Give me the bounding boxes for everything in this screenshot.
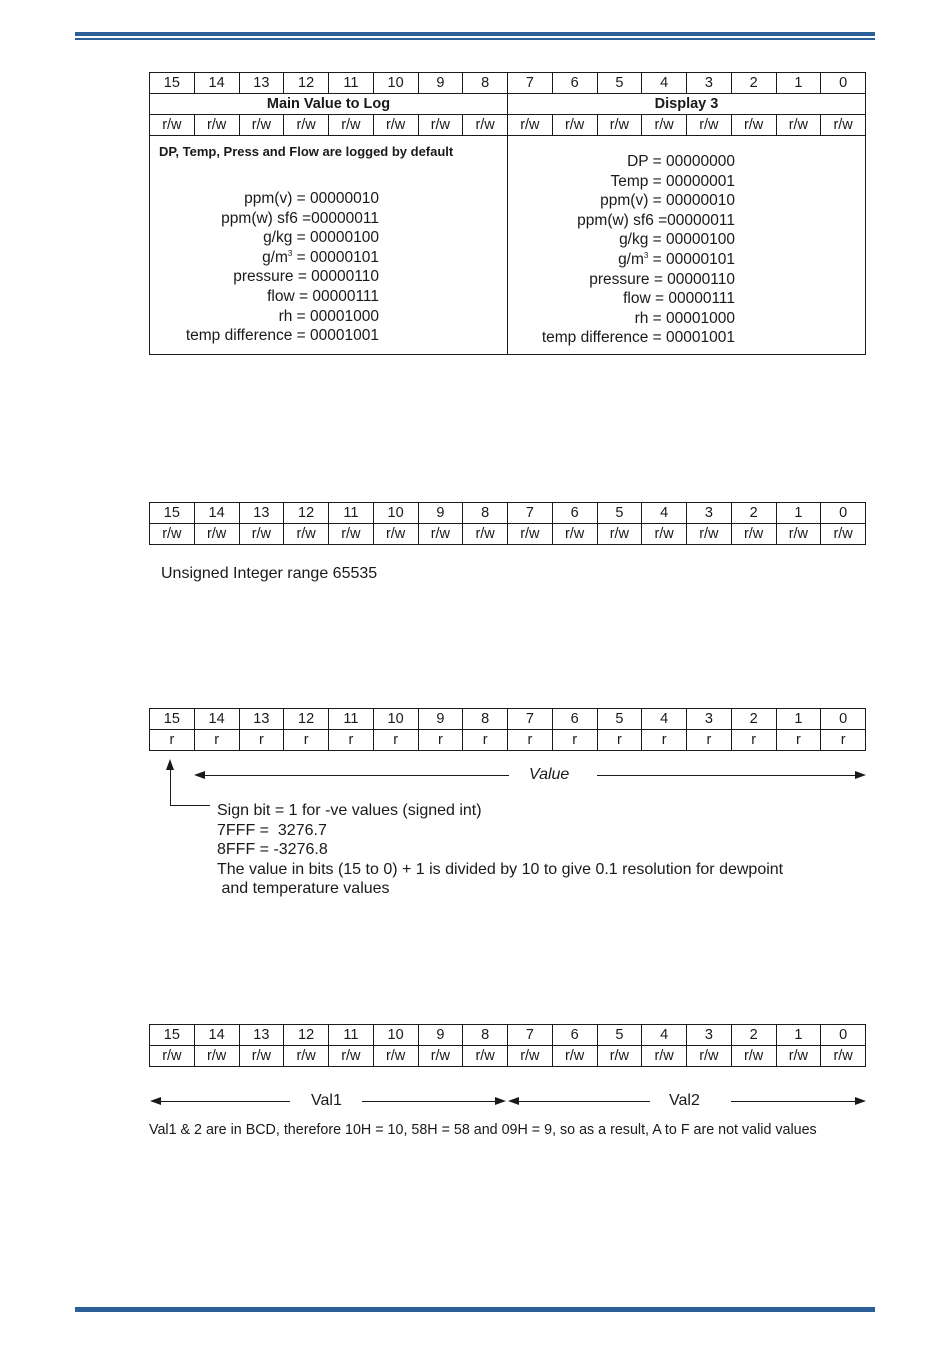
main-value-title: Main Value to Log <box>150 94 508 115</box>
bit-2-access: r/w <box>731 115 776 136</box>
bit-5-access: r <box>597 730 642 751</box>
bit-10-label: 10 <box>373 503 418 524</box>
bit-6-label: 6 <box>552 503 597 524</box>
bit-6-label: 6 <box>552 73 597 94</box>
bit-7-label: 7 <box>508 73 553 94</box>
bit-10-label: 10 <box>373 73 418 94</box>
code-entry: pressure = 00000110 <box>589 270 735 288</box>
bit-1-access: r/w <box>776 524 821 545</box>
bit-12-label: 12 <box>284 503 329 524</box>
bit-13-label: 13 <box>239 709 284 730</box>
register-table-bcd <box>149 1024 866 1067</box>
bit-7-access: r/w <box>508 115 553 136</box>
register-table-unsigned <box>149 502 866 545</box>
bit-2-label: 2 <box>731 1025 776 1046</box>
bit-9-access: r/w <box>418 115 463 136</box>
bit-0-label: 0 <box>821 1025 866 1046</box>
bit-0-access: r/w <box>821 1046 866 1067</box>
val2-arrow-right-line <box>731 1101 859 1102</box>
bit-1-label: 1 <box>776 709 821 730</box>
code-entry: g/kg = 00000100 <box>619 231 735 249</box>
bit-11-access: r/w <box>329 524 374 545</box>
bit-14-label: 14 <box>194 503 239 524</box>
bit-1-access: r/w <box>776 115 821 136</box>
bit-9-access: r/w <box>418 524 463 545</box>
bit-10-label: 10 <box>373 709 418 730</box>
bit-2-access: r/w <box>731 1046 776 1067</box>
bit-4-access: r <box>642 730 687 751</box>
bit-3-access: r/w <box>687 115 732 136</box>
bit-7-access: r <box>508 730 553 751</box>
bit-8-access: r/w <box>463 1046 508 1067</box>
access-row <box>150 115 866 136</box>
code-entry: pressure = 00000110 <box>233 268 379 286</box>
bit-1-label: 1 <box>776 1025 821 1046</box>
bit-5-label: 5 <box>597 1025 642 1046</box>
code-entry: temp difference = 00001001 <box>541 329 735 347</box>
code-entry <box>150 248 379 268</box>
bit-14-access: r/w <box>194 115 239 136</box>
bcd-note: Val1 & 2 are in BCD, therefore 10H = 10, 58H = 58 and 09H = 9, so as a result, A to F are not valid values <box>149 1122 817 1138</box>
code-entry: rh = 00001000 <box>634 309 735 327</box>
bit-3-label: 3 <box>687 1025 732 1046</box>
code-entry: rh = 00001000 <box>278 307 379 325</box>
value-label: Value <box>529 766 570 783</box>
bit-2-label: 2 <box>731 503 776 524</box>
code-entry: flow = 00000111 <box>267 287 379 305</box>
code-unit-exponent: 3 <box>643 250 649 260</box>
bit-10-access: r <box>373 730 418 751</box>
resolution-note: The value in bits (15 to 0) + 1 is divided by 10 to give 0.1 resolution for dewpoint <box>217 860 784 878</box>
value-arrow-right-line <box>597 775 859 776</box>
val1-label: Val1 <box>311 1092 342 1109</box>
bottom-rule <box>75 1307 875 1312</box>
bit-12-access: r <box>284 730 329 751</box>
bit-12-access: r/w <box>284 1046 329 1067</box>
bit-5-access: r/w <box>597 1046 642 1067</box>
bit-10-access: r/w <box>373 1046 418 1067</box>
bit-5-access: r/w <box>597 524 642 545</box>
code-entry <box>508 250 735 270</box>
top-rule-thin <box>75 38 875 40</box>
bit-13-access: r/w <box>239 115 284 136</box>
bit-13-label: 13 <box>239 73 284 94</box>
bit-5-label: 5 <box>597 73 642 94</box>
bit-11-access: r/w <box>329 115 374 136</box>
code-entry: ppm(v) = 00000010 <box>600 192 735 210</box>
bit-10-access: r/w <box>373 115 418 136</box>
bit-6-access: r <box>552 730 597 751</box>
val2-label: Val2 <box>669 1092 700 1109</box>
bit-14-label: 14 <box>194 1025 239 1046</box>
bit-3-label: 3 <box>687 73 732 94</box>
bit-0-label: 0 <box>821 709 866 730</box>
bit-11-label: 11 <box>329 503 374 524</box>
bit-2-access: r <box>731 730 776 751</box>
bit-13-label: 13 <box>239 503 284 524</box>
bit-15-label: 15 <box>150 73 195 94</box>
unsigned-range-note: Unsigned Integer range 65535 <box>161 565 378 582</box>
bit-1-label: 1 <box>776 73 821 94</box>
bit-3-access: r <box>687 730 732 751</box>
bit-4-label: 4 <box>642 503 687 524</box>
bit-10-label: 10 <box>373 1025 418 1046</box>
bit-7-access: r/w <box>508 1046 553 1067</box>
register-table-main-log <box>149 72 866 355</box>
bit-8-label: 8 <box>463 709 508 730</box>
bit-8-label: 8 <box>463 73 508 94</box>
display-3-codes-box <box>508 136 866 355</box>
display-3-title: Display 3 <box>508 94 866 115</box>
bit-15-label: 15 <box>150 1025 195 1046</box>
bit-15-label: 15 <box>150 709 195 730</box>
sign-bit-note: Sign bit = 1 for -ve values (signed int) <box>217 802 482 819</box>
title-row <box>150 94 866 115</box>
code-value: = 00000101 <box>292 248 379 266</box>
bit-3-access: r/w <box>687 524 732 545</box>
bit-13-label: 13 <box>239 1025 284 1046</box>
access-row <box>150 1046 866 1067</box>
bit-15-label: 15 <box>150 503 195 524</box>
code-entry: ppm(v) = 00000010 <box>244 190 379 207</box>
bit-12-label: 12 <box>284 1025 329 1046</box>
code-entry: Temp = 00000001 <box>610 172 735 190</box>
bit-12-label: 12 <box>284 709 329 730</box>
bit-11-label: 11 <box>329 73 374 94</box>
main-value-codes-box <box>150 136 508 355</box>
bit-4-label: 4 <box>642 709 687 730</box>
code-entry: temp difference = 00001001 <box>185 327 379 345</box>
bit-4-access: r/w <box>642 524 687 545</box>
code-entry: ppm(w) sf6 =00000011 <box>577 211 735 229</box>
bit-7-label: 7 <box>508 1025 553 1046</box>
bit-7-access: r/w <box>508 524 553 545</box>
code-entry: flow = 00000111 <box>623 290 735 308</box>
bit-7-label: 7 <box>508 503 553 524</box>
code-entry: ppm(w) sf6 =00000011 <box>221 209 379 227</box>
bit-3-label: 3 <box>687 709 732 730</box>
code-unit-exponent: 3 <box>287 248 293 258</box>
bit-5-label: 5 <box>597 709 642 730</box>
bit-2-access: r/w <box>731 524 776 545</box>
bit-12-access: r/w <box>284 524 329 545</box>
bit-3-label: 3 <box>687 503 732 524</box>
bit-number-row <box>150 1025 866 1046</box>
bit-14-access: r <box>194 730 239 751</box>
bit-6-access: r/w <box>552 1046 597 1067</box>
bit-13-access: r/w <box>239 1046 284 1067</box>
default-log-note: DP, Temp, Press and Flow are logged by default <box>159 144 454 159</box>
bit-14-access: r/w <box>194 524 239 545</box>
bit-8-access: r <box>463 730 508 751</box>
bit-15-access: r/w <box>150 115 195 136</box>
sign-bit-pointer-horizontal <box>170 805 210 806</box>
bit-15-access: r/w <box>150 1046 195 1067</box>
bit-1-label: 1 <box>776 503 821 524</box>
val1-arrow-left-line <box>156 1101 290 1102</box>
code-box-row <box>150 136 866 355</box>
code-entry: DP = 00000000 <box>627 153 735 170</box>
bit-11-label: 11 <box>329 709 374 730</box>
bit-14-access: r/w <box>194 1046 239 1067</box>
bit-4-access: r/w <box>642 1046 687 1067</box>
bit-1-access: r/w <box>776 1046 821 1067</box>
bit-4-access: r/w <box>642 115 687 136</box>
bit-12-label: 12 <box>284 73 329 94</box>
bit-0-access: r/w <box>821 524 866 545</box>
bit-2-label: 2 <box>731 73 776 94</box>
val2-arrow-left-line <box>514 1101 650 1102</box>
bit-8-access: r/w <box>463 524 508 545</box>
min-value-note: 8FFF = -3276.8 <box>217 841 328 858</box>
bit-0-label: 0 <box>821 503 866 524</box>
bit-9-access: r/w <box>418 1046 463 1067</box>
bit-number-row <box>150 709 866 730</box>
bit-6-label: 6 <box>552 709 597 730</box>
bit-9-label: 9 <box>418 73 463 94</box>
bit-5-access: r/w <box>597 115 642 136</box>
bit-number-row <box>150 503 866 524</box>
code-unit: g/m <box>618 250 644 268</box>
bit-2-label: 2 <box>731 709 776 730</box>
bit-13-access: r/w <box>239 524 284 545</box>
bit-7-label: 7 <box>508 709 553 730</box>
code-unit: g/m <box>262 248 288 266</box>
top-rule-thick <box>75 32 875 36</box>
bit-6-access: r/w <box>552 524 597 545</box>
bit-1-access: r <box>776 730 821 751</box>
bit-6-access: r/w <box>552 115 597 136</box>
display-3-code-list <box>508 152 735 348</box>
resolution-note-cont: and temperature values <box>217 880 390 897</box>
bit-13-access: r <box>239 730 284 751</box>
value-arrow-left-line <box>200 775 509 776</box>
val1-arrow-right-line <box>362 1101 499 1102</box>
code-entry: g/kg = 00000100 <box>263 229 379 247</box>
register-table-signed <box>149 708 866 751</box>
bit-14-label: 14 <box>194 73 239 94</box>
bit-8-label: 8 <box>463 1025 508 1046</box>
bit-0-label: 0 <box>821 73 866 94</box>
signed-notes <box>217 801 783 899</box>
bit-9-label: 9 <box>418 1025 463 1046</box>
access-row <box>150 730 866 751</box>
bit-3-access: r/w <box>687 1046 732 1067</box>
bit-10-access: r/w <box>373 524 418 545</box>
access-row <box>150 524 866 545</box>
bit-9-label: 9 <box>418 503 463 524</box>
main-value-code-list <box>150 189 379 346</box>
bit-4-label: 4 <box>642 1025 687 1046</box>
val2-arrow-right-head <box>855 1097 866 1105</box>
bit-14-label: 14 <box>194 709 239 730</box>
code-value: = 00000101 <box>648 250 735 268</box>
bit-0-access: r <box>821 730 866 751</box>
bit-9-access: r <box>418 730 463 751</box>
bit-12-access: r/w <box>284 115 329 136</box>
val1-arrow-right-head <box>495 1097 506 1105</box>
top-rule <box>75 32 875 40</box>
bit-11-access: r/w <box>329 1046 374 1067</box>
bit-4-label: 4 <box>642 73 687 94</box>
bit-11-label: 11 <box>329 1025 374 1046</box>
value-arrow-right-head <box>855 771 866 779</box>
sign-bit-pointer-line <box>170 768 171 806</box>
bit-number-row <box>150 73 866 94</box>
bit-9-label: 9 <box>418 709 463 730</box>
bit-5-label: 5 <box>597 503 642 524</box>
max-value-note: 7FFF = 3276.7 <box>217 821 327 839</box>
bit-11-access: r <box>329 730 374 751</box>
bit-15-access: r/w <box>150 524 195 545</box>
bit-8-label: 8 <box>463 503 508 524</box>
bit-8-access: r/w <box>463 115 508 136</box>
bottom-rule-thick <box>75 1307 875 1312</box>
bit-15-access: r <box>150 730 195 751</box>
bit-0-access: r/w <box>821 115 866 136</box>
bit-6-label: 6 <box>552 1025 597 1046</box>
